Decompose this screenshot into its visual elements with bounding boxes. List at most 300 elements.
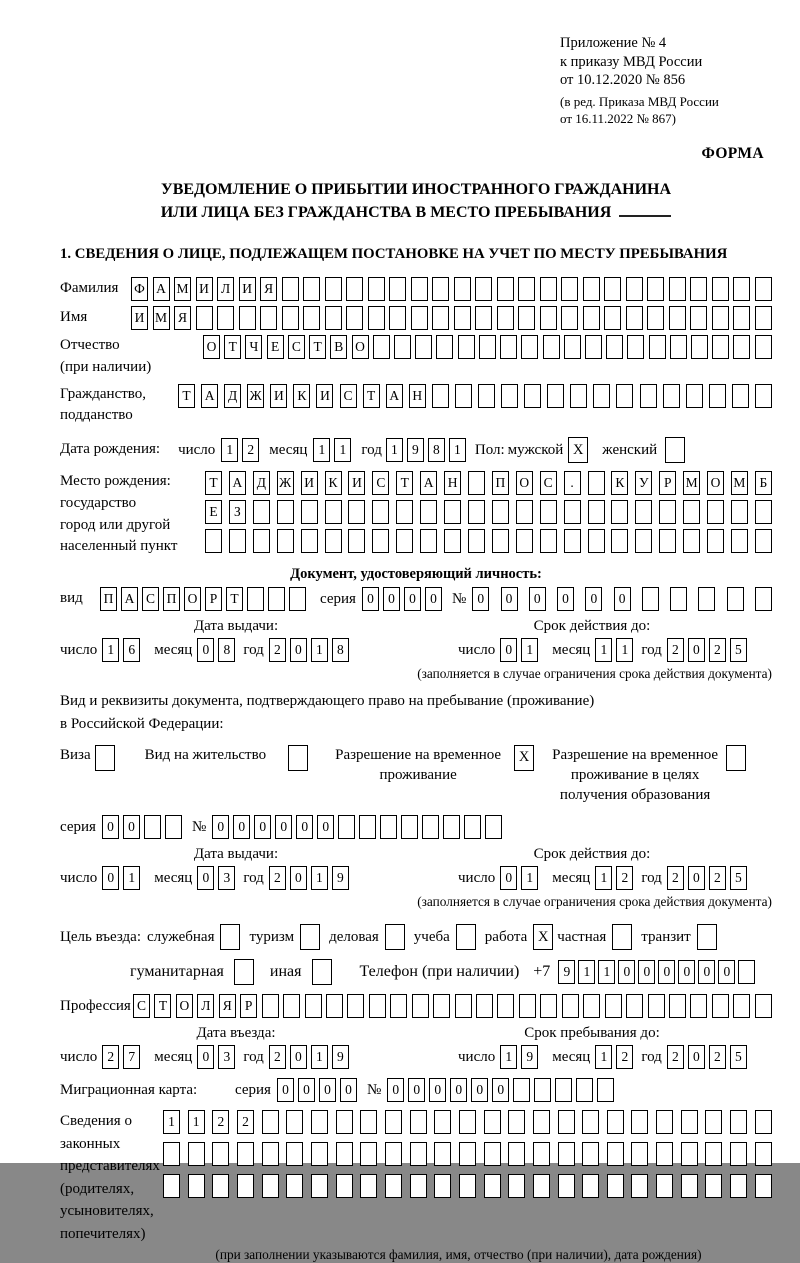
char-cell[interactable]: С xyxy=(288,335,305,359)
char-cell[interactable]: 0 xyxy=(471,1078,488,1102)
char-cell[interactable] xyxy=(475,306,492,330)
char-cell[interactable] xyxy=(733,306,750,330)
char-cell[interactable] xyxy=(516,500,533,524)
char-cell[interactable] xyxy=(444,529,461,553)
char-cell[interactable] xyxy=(627,335,644,359)
char-cell[interactable] xyxy=(492,529,509,553)
char-cell[interactable] xyxy=(286,1142,303,1166)
char-cell[interactable]: Ч xyxy=(245,335,262,359)
char-cell[interactable]: К xyxy=(611,471,628,495)
char-cell[interactable] xyxy=(497,994,514,1018)
char-cell[interactable]: 0 xyxy=(254,815,271,839)
char-cell[interactable] xyxy=(508,1110,525,1134)
char-cell[interactable] xyxy=(593,384,610,408)
char-cell[interactable]: 8 xyxy=(332,638,349,662)
char-cell[interactable] xyxy=(212,1174,229,1198)
char-cell[interactable]: 2 xyxy=(242,438,259,462)
char-cell[interactable]: О xyxy=(176,994,193,1018)
char-cell[interactable] xyxy=(394,335,411,359)
char-cell[interactable]: 0 xyxy=(296,815,313,839)
char-cell[interactable]: 1 xyxy=(500,1045,517,1069)
char-cell[interactable] xyxy=(755,1174,772,1198)
char-cell[interactable]: Е xyxy=(267,335,284,359)
char-cell[interactable] xyxy=(346,306,363,330)
char-cell[interactable]: 0 xyxy=(277,1078,294,1102)
char-cell[interactable] xyxy=(670,587,687,611)
char-cell[interactable] xyxy=(372,529,389,553)
char-cell[interactable] xyxy=(605,994,622,1018)
char-cell[interactable]: 2 xyxy=(269,866,286,890)
char-cell[interactable]: 1 xyxy=(313,438,330,462)
char-cell[interactable] xyxy=(712,277,729,301)
char-cell[interactable]: 8 xyxy=(218,638,235,662)
char-cell[interactable] xyxy=(705,1174,722,1198)
char-cell[interactable] xyxy=(311,1110,328,1134)
char-cell[interactable]: М xyxy=(153,306,170,330)
char-cell[interactable]: 1 xyxy=(163,1110,180,1134)
char-cell[interactable] xyxy=(562,994,579,1018)
char-cell[interactable] xyxy=(497,306,514,330)
char-cell[interactable]: И xyxy=(196,277,213,301)
char-cell[interactable] xyxy=(497,277,514,301)
char-cell[interactable] xyxy=(540,529,557,553)
char-cell[interactable]: С xyxy=(133,994,150,1018)
char-cell[interactable] xyxy=(325,306,342,330)
char-cell[interactable]: 0 xyxy=(123,815,140,839)
char-cell[interactable] xyxy=(464,815,481,839)
char-cell[interactable]: 1 xyxy=(449,438,466,462)
char-cell[interactable] xyxy=(262,1174,279,1198)
char-cell[interactable] xyxy=(547,384,564,408)
char-cell[interactable] xyxy=(524,384,541,408)
char-cell[interactable]: 2 xyxy=(616,866,633,890)
char-cell[interactable]: И xyxy=(131,306,148,330)
char-cell[interactable] xyxy=(607,1110,624,1134)
char-cell[interactable]: М xyxy=(731,471,748,495)
char-cell[interactable]: Ж xyxy=(247,384,264,408)
char-cell[interactable] xyxy=(712,994,729,1018)
char-cell[interactable]: 1 xyxy=(386,438,403,462)
char-cell[interactable] xyxy=(260,306,277,330)
char-cell[interactable]: П xyxy=(163,587,180,611)
purpose-humanitarian-checkbox[interactable] xyxy=(234,959,254,985)
char-cell[interactable] xyxy=(277,529,294,553)
char-cell[interactable] xyxy=(690,306,707,330)
char-cell[interactable] xyxy=(707,529,724,553)
char-cell[interactable] xyxy=(303,277,320,301)
char-cell[interactable] xyxy=(282,277,299,301)
purpose-transit-checkbox[interactable] xyxy=(697,924,717,950)
char-cell[interactable]: 1 xyxy=(311,866,328,890)
char-cell[interactable] xyxy=(239,306,256,330)
char-cell[interactable] xyxy=(336,1142,353,1166)
char-cell[interactable] xyxy=(631,1110,648,1134)
char-cell[interactable]: 0 xyxy=(197,866,214,890)
char-cell[interactable] xyxy=(484,1142,501,1166)
char-cell[interactable]: А xyxy=(386,384,403,408)
char-cell[interactable]: 0 xyxy=(678,960,695,984)
char-cell[interactable]: 1 xyxy=(123,866,140,890)
char-cell[interactable]: А xyxy=(201,384,218,408)
char-cell[interactable]: 0 xyxy=(557,587,574,611)
char-cell[interactable]: Ж xyxy=(277,471,294,495)
char-cell[interactable] xyxy=(380,815,397,839)
purpose-study-checkbox[interactable] xyxy=(456,924,476,950)
char-cell[interactable]: С xyxy=(372,471,389,495)
char-cell[interactable]: Л xyxy=(217,277,234,301)
char-cell[interactable] xyxy=(360,1142,377,1166)
char-cell[interactable] xyxy=(607,1174,624,1198)
char-cell[interactable]: О xyxy=(203,335,220,359)
char-cell[interactable]: 1 xyxy=(311,638,328,662)
char-cell[interactable] xyxy=(540,277,557,301)
char-cell[interactable]: 1 xyxy=(102,638,119,662)
char-cell[interactable] xyxy=(588,471,605,495)
char-cell[interactable] xyxy=(262,994,279,1018)
char-cell[interactable] xyxy=(561,306,578,330)
char-cell[interactable]: 0 xyxy=(688,638,705,662)
char-cell[interactable] xyxy=(478,384,495,408)
char-cell[interactable] xyxy=(570,384,587,408)
char-cell[interactable] xyxy=(468,529,485,553)
char-cell[interactable] xyxy=(411,277,428,301)
char-cell[interactable] xyxy=(558,1110,575,1134)
char-cell[interactable] xyxy=(301,500,318,524)
char-cell[interactable] xyxy=(712,335,729,359)
char-cell[interactable]: 0 xyxy=(638,960,655,984)
char-cell[interactable] xyxy=(368,277,385,301)
char-cell[interactable] xyxy=(237,1142,254,1166)
char-cell[interactable]: 2 xyxy=(269,1045,286,1069)
char-cell[interactable] xyxy=(540,500,557,524)
char-cell[interactable] xyxy=(286,1174,303,1198)
char-cell[interactable]: Т xyxy=(363,384,380,408)
char-cell[interactable] xyxy=(663,384,680,408)
char-cell[interactable]: Б xyxy=(755,471,772,495)
char-cell[interactable] xyxy=(533,1110,550,1134)
char-cell[interactable] xyxy=(705,1110,722,1134)
char-cell[interactable] xyxy=(518,306,535,330)
char-cell[interactable] xyxy=(360,1110,377,1134)
char-cell[interactable] xyxy=(738,960,755,984)
char-cell[interactable] xyxy=(459,1174,476,1198)
char-cell[interactable]: 0 xyxy=(500,866,517,890)
char-cell[interactable] xyxy=(196,306,213,330)
char-cell[interactable] xyxy=(582,1142,599,1166)
char-cell[interactable] xyxy=(412,994,429,1018)
char-cell[interactable] xyxy=(385,1174,402,1198)
char-cell[interactable] xyxy=(411,306,428,330)
char-cell[interactable] xyxy=(262,1142,279,1166)
char-cell[interactable] xyxy=(755,335,772,359)
char-cell[interactable]: 1 xyxy=(595,638,612,662)
char-cell[interactable]: Н xyxy=(444,471,461,495)
char-cell[interactable] xyxy=(283,994,300,1018)
char-cell[interactable] xyxy=(253,500,270,524)
char-cell[interactable]: И xyxy=(316,384,333,408)
char-cell[interactable]: 0 xyxy=(298,1078,315,1102)
char-cell[interactable] xyxy=(163,1174,180,1198)
char-cell[interactable] xyxy=(681,1142,698,1166)
char-cell[interactable]: 9 xyxy=(521,1045,538,1069)
char-cell[interactable] xyxy=(277,500,294,524)
char-cell[interactable] xyxy=(262,1110,279,1134)
char-cell[interactable] xyxy=(282,306,299,330)
char-cell[interactable] xyxy=(303,306,320,330)
char-cell[interactable] xyxy=(348,529,365,553)
char-cell[interactable]: . xyxy=(564,471,581,495)
char-cell[interactable]: 0 xyxy=(618,960,635,984)
purpose-tourism-checkbox[interactable] xyxy=(300,924,320,950)
char-cell[interactable]: Е xyxy=(205,500,222,524)
char-cell[interactable] xyxy=(500,335,517,359)
char-cell[interactable] xyxy=(681,1110,698,1134)
char-cell[interactable] xyxy=(476,994,493,1018)
char-cell[interactable] xyxy=(410,1174,427,1198)
char-cell[interactable]: 3 xyxy=(218,1045,235,1069)
char-cell[interactable]: 5 xyxy=(730,1045,747,1069)
char-cell[interactable] xyxy=(564,529,581,553)
char-cell[interactable]: О xyxy=(184,587,201,611)
char-cell[interactable] xyxy=(731,500,748,524)
char-cell[interactable]: 1 xyxy=(578,960,595,984)
char-cell[interactable]: 1 xyxy=(616,638,633,662)
char-cell[interactable]: И xyxy=(301,471,318,495)
char-cell[interactable]: 0 xyxy=(614,587,631,611)
char-cell[interactable] xyxy=(669,994,686,1018)
char-cell[interactable] xyxy=(434,1142,451,1166)
char-cell[interactable]: 0 xyxy=(275,815,292,839)
char-cell[interactable] xyxy=(433,994,450,1018)
char-cell[interactable] xyxy=(649,335,666,359)
char-cell[interactable]: Д xyxy=(224,384,241,408)
char-cell[interactable]: 0 xyxy=(404,587,421,611)
char-cell[interactable]: 2 xyxy=(212,1110,229,1134)
char-cell[interactable]: 0 xyxy=(383,587,400,611)
char-cell[interactable]: 0 xyxy=(319,1078,336,1102)
char-cell[interactable]: 2 xyxy=(102,1045,119,1069)
char-cell[interactable]: 2 xyxy=(667,866,684,890)
char-cell[interactable]: К xyxy=(325,471,342,495)
char-cell[interactable] xyxy=(311,1174,328,1198)
char-cell[interactable]: 2 xyxy=(237,1110,254,1134)
char-cell[interactable]: Т xyxy=(396,471,413,495)
char-cell[interactable] xyxy=(670,335,687,359)
char-cell[interactable]: А xyxy=(229,471,246,495)
char-cell[interactable] xyxy=(597,1078,614,1102)
char-cell[interactable]: Т xyxy=(154,994,171,1018)
char-cell[interactable]: 0 xyxy=(197,1045,214,1069)
char-cell[interactable]: 0 xyxy=(197,638,214,662)
char-cell[interactable] xyxy=(534,1078,551,1102)
char-cell[interactable] xyxy=(626,277,643,301)
char-cell[interactable] xyxy=(311,1142,328,1166)
char-cell[interactable]: 1 xyxy=(521,638,538,662)
char-cell[interactable] xyxy=(385,1142,402,1166)
char-cell[interactable] xyxy=(730,1110,747,1134)
char-cell[interactable]: 0 xyxy=(429,1078,446,1102)
char-cell[interactable] xyxy=(372,500,389,524)
char-cell[interactable] xyxy=(455,384,472,408)
char-cell[interactable]: 9 xyxy=(558,960,575,984)
char-cell[interactable]: 5 xyxy=(730,866,747,890)
char-cell[interactable] xyxy=(396,529,413,553)
char-cell[interactable]: 1 xyxy=(521,866,538,890)
char-cell[interactable]: 0 xyxy=(492,1078,509,1102)
char-cell[interactable] xyxy=(631,1142,648,1166)
char-cell[interactable] xyxy=(588,529,605,553)
char-cell[interactable]: О xyxy=(707,471,724,495)
char-cell[interactable]: Т xyxy=(226,587,243,611)
char-cell[interactable]: 8 xyxy=(428,438,445,462)
char-cell[interactable]: Т xyxy=(178,384,195,408)
char-cell[interactable] xyxy=(519,994,536,1018)
char-cell[interactable] xyxy=(188,1142,205,1166)
char-cell[interactable] xyxy=(163,1142,180,1166)
char-cell[interactable] xyxy=(631,1174,648,1198)
char-cell[interactable] xyxy=(484,1174,501,1198)
char-cell[interactable] xyxy=(422,815,439,839)
char-cell[interactable] xyxy=(420,500,437,524)
char-cell[interactable] xyxy=(583,994,600,1018)
temp-residence-edu-checkbox[interactable] xyxy=(726,745,746,771)
residence-permit-checkbox[interactable] xyxy=(288,745,308,771)
char-cell[interactable] xyxy=(373,335,390,359)
sex-female-checkbox[interactable] xyxy=(665,437,685,463)
char-cell[interactable] xyxy=(237,1174,254,1198)
char-cell[interactable] xyxy=(611,500,628,524)
char-cell[interactable] xyxy=(508,1142,525,1166)
char-cell[interactable]: 0 xyxy=(290,638,307,662)
char-cell[interactable] xyxy=(733,335,750,359)
char-cell[interactable] xyxy=(576,1078,593,1102)
char-cell[interactable]: Т xyxy=(224,335,241,359)
char-cell[interactable]: 0 xyxy=(362,587,379,611)
char-cell[interactable]: 9 xyxy=(332,1045,349,1069)
char-cell[interactable] xyxy=(326,994,343,1018)
char-cell[interactable]: 0 xyxy=(658,960,675,984)
char-cell[interactable]: И xyxy=(239,277,256,301)
char-cell[interactable] xyxy=(659,500,676,524)
char-cell[interactable] xyxy=(410,1110,427,1134)
char-cell[interactable] xyxy=(459,1110,476,1134)
char-cell[interactable] xyxy=(501,384,518,408)
char-cell[interactable] xyxy=(686,384,703,408)
char-cell[interactable] xyxy=(479,335,496,359)
char-cell[interactable] xyxy=(359,815,376,839)
char-cell[interactable] xyxy=(368,306,385,330)
char-cell[interactable]: 0 xyxy=(317,815,334,839)
char-cell[interactable]: П xyxy=(492,471,509,495)
char-cell[interactable] xyxy=(611,529,628,553)
char-cell[interactable]: 2 xyxy=(269,638,286,662)
char-cell[interactable] xyxy=(492,500,509,524)
char-cell[interactable] xyxy=(369,994,386,1018)
char-cell[interactable]: С xyxy=(540,471,557,495)
char-cell[interactable] xyxy=(513,1078,530,1102)
char-cell[interactable] xyxy=(683,500,700,524)
char-cell[interactable] xyxy=(732,384,749,408)
char-cell[interactable] xyxy=(268,587,285,611)
char-cell[interactable] xyxy=(518,277,535,301)
char-cell[interactable] xyxy=(455,994,472,1018)
char-cell[interactable] xyxy=(516,529,533,553)
char-cell[interactable]: 0 xyxy=(688,1045,705,1069)
char-cell[interactable]: 0 xyxy=(450,1078,467,1102)
char-cell[interactable]: 0 xyxy=(340,1078,357,1102)
visa-checkbox[interactable] xyxy=(95,745,115,771)
char-cell[interactable] xyxy=(434,1174,451,1198)
char-cell[interactable]: С xyxy=(142,587,159,611)
char-cell[interactable]: 1 xyxy=(221,438,238,462)
char-cell[interactable]: Т xyxy=(205,471,222,495)
purpose-business-checkbox[interactable] xyxy=(385,924,405,950)
char-cell[interactable]: 0 xyxy=(212,815,229,839)
char-cell[interactable]: Р xyxy=(240,994,257,1018)
char-cell[interactable] xyxy=(454,277,471,301)
char-cell[interactable]: 0 xyxy=(387,1078,404,1102)
char-cell[interactable]: 1 xyxy=(311,1045,328,1069)
sex-male-checkbox[interactable]: X xyxy=(568,437,588,463)
char-cell[interactable] xyxy=(485,815,502,839)
char-cell[interactable] xyxy=(681,1174,698,1198)
char-cell[interactable] xyxy=(755,277,772,301)
char-cell[interactable]: М xyxy=(174,277,191,301)
char-cell[interactable] xyxy=(420,529,437,553)
char-cell[interactable] xyxy=(289,587,306,611)
char-cell[interactable] xyxy=(508,1174,525,1198)
char-cell[interactable]: 7 xyxy=(123,1045,140,1069)
char-cell[interactable]: А xyxy=(121,587,138,611)
char-cell[interactable] xyxy=(188,1174,205,1198)
char-cell[interactable]: 0 xyxy=(500,638,517,662)
char-cell[interactable]: К xyxy=(293,384,310,408)
char-cell[interactable] xyxy=(325,277,342,301)
char-cell[interactable] xyxy=(730,1174,747,1198)
char-cell[interactable] xyxy=(390,994,407,1018)
char-cell[interactable]: 0 xyxy=(718,960,735,984)
char-cell[interactable]: Д xyxy=(253,471,270,495)
char-cell[interactable] xyxy=(454,306,471,330)
char-cell[interactable] xyxy=(642,587,659,611)
char-cell[interactable]: 0 xyxy=(688,866,705,890)
purpose-other-checkbox[interactable] xyxy=(312,959,332,985)
char-cell[interactable] xyxy=(432,277,449,301)
char-cell[interactable] xyxy=(396,500,413,524)
char-cell[interactable]: Л xyxy=(197,994,214,1018)
char-cell[interactable]: 0 xyxy=(529,587,546,611)
char-cell[interactable] xyxy=(607,1142,624,1166)
char-cell[interactable] xyxy=(521,335,538,359)
char-cell[interactable] xyxy=(561,277,578,301)
char-cell[interactable]: Я xyxy=(174,306,191,330)
char-cell[interactable] xyxy=(389,306,406,330)
char-cell[interactable] xyxy=(647,277,664,301)
char-cell[interactable] xyxy=(690,277,707,301)
char-cell[interactable] xyxy=(604,306,621,330)
purpose-official-checkbox[interactable] xyxy=(220,924,240,950)
char-cell[interactable]: 5 xyxy=(730,638,747,662)
char-cell[interactable] xyxy=(656,1142,673,1166)
char-cell[interactable] xyxy=(647,306,664,330)
char-cell[interactable]: 1 xyxy=(598,960,615,984)
char-cell[interactable] xyxy=(683,529,700,553)
char-cell[interactable]: Я xyxy=(219,994,236,1018)
char-cell[interactable]: 1 xyxy=(595,866,612,890)
char-cell[interactable]: 1 xyxy=(334,438,351,462)
char-cell[interactable] xyxy=(755,306,772,330)
char-cell[interactable] xyxy=(385,1110,402,1134)
